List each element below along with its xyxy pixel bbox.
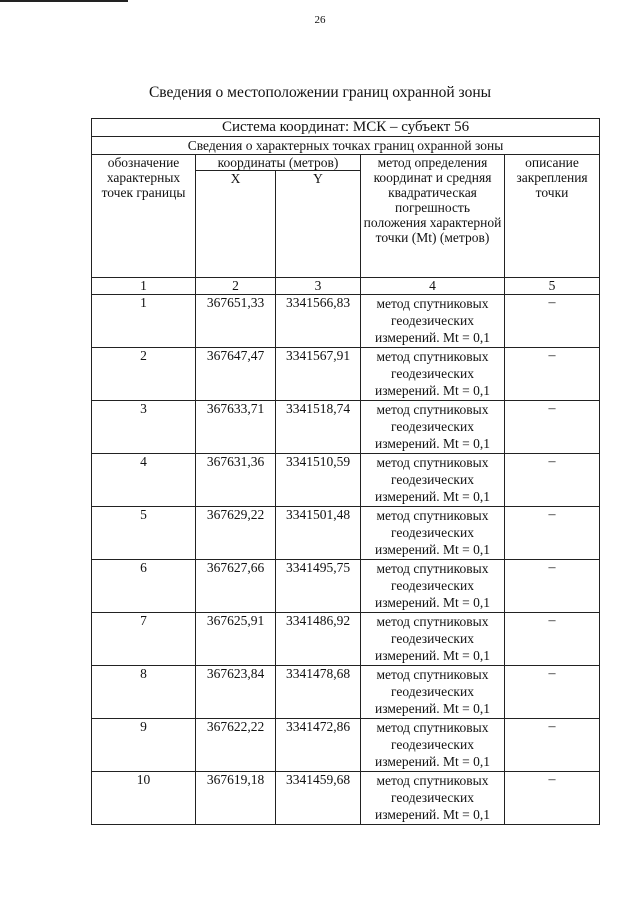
- description-cell: –: [505, 401, 600, 454]
- y-coordinate-cell: 3341501,48: [276, 507, 361, 560]
- table-row: [92, 719, 600, 772]
- description-cell: –: [505, 295, 600, 348]
- x-coordinate-cell: 367629,22: [196, 507, 276, 560]
- y-coordinate-cell: 3341567,91: [276, 348, 361, 401]
- method-cell: метод спутниковых геодезических измерений. Mt = 0,1: [361, 348, 505, 401]
- x-coordinate-cell: 367625,91: [196, 613, 276, 666]
- point-cell: 2: [92, 348, 196, 401]
- column-number: 5: [505, 278, 600, 295]
- x-coordinate-cell: 367647,47: [196, 348, 276, 401]
- point-cell: 5: [92, 507, 196, 560]
- table-row: [92, 666, 600, 719]
- column-number: 2: [196, 278, 276, 295]
- table-row: [92, 401, 600, 454]
- table-row: [92, 507, 600, 560]
- method-cell: метод спутниковых геодезических измерений. Mt = 0,1: [361, 560, 505, 613]
- col-description-header: описание закрепления точки: [505, 155, 600, 278]
- point-cell: 4: [92, 454, 196, 507]
- y-coordinate-cell: 3341518,74: [276, 401, 361, 454]
- description-cell: –: [505, 666, 600, 719]
- description-cell: –: [505, 348, 600, 401]
- column-numbers-row: [92, 278, 600, 295]
- table-row: [92, 772, 600, 825]
- table-row: [92, 560, 600, 613]
- method-cell: метод спутниковых геодезических измерений. Mt = 0,1: [361, 507, 505, 560]
- coordinate-system-header: Система координат: МСК – субъект 56: [92, 119, 600, 137]
- column-number: 1: [92, 278, 196, 295]
- y-coordinate-cell: 3341486,92: [276, 613, 361, 666]
- col-y-header: Y: [276, 171, 361, 278]
- x-coordinate-cell: 367651,33: [196, 295, 276, 348]
- table-row: [92, 454, 600, 507]
- y-coordinate-cell: 3341472,86: [276, 719, 361, 772]
- description-cell: –: [505, 613, 600, 666]
- point-cell: 8: [92, 666, 196, 719]
- points-info-header: Сведения о характерных точках границ охранной зоны: [92, 137, 600, 155]
- table-row: [92, 613, 600, 666]
- coordinates-table: [91, 118, 600, 825]
- document-title: Сведения о местоположении границ охранной зоны: [148, 84, 492, 101]
- y-coordinate-cell: 3341459,68: [276, 772, 361, 825]
- point-cell: 1: [92, 295, 196, 348]
- column-number: 3: [276, 278, 361, 295]
- point-cell: 3: [92, 401, 196, 454]
- method-cell: метод спутниковых геодезических измерений. Mt = 0,1: [361, 772, 505, 825]
- y-coordinate-cell: 3341478,68: [276, 666, 361, 719]
- description-cell: –: [505, 560, 600, 613]
- col-method-header: метод определения координат и средняя квадратическая погрешность положения характерной точки (Mt) (метров): [361, 155, 505, 278]
- method-cell: метод спутниковых геодезических измерений. Mt = 0,1: [361, 719, 505, 772]
- y-coordinate-cell: 3341566,83: [276, 295, 361, 348]
- system-header-row: [92, 119, 600, 137]
- x-coordinate-cell: 367631,36: [196, 454, 276, 507]
- method-cell: метод спутниковых геодезических измерений. Mt = 0,1: [361, 454, 505, 507]
- method-cell: метод спутниковых геодезических измерений. Mt = 0,1: [361, 401, 505, 454]
- method-cell: метод спутниковых геодезических измерений. Mt = 0,1: [361, 295, 505, 348]
- x-coordinate-cell: 367633,71: [196, 401, 276, 454]
- description-cell: –: [505, 454, 600, 507]
- method-cell: метод спутниковых геодезических измерений. Mt = 0,1: [361, 666, 505, 719]
- col-coordinates-header: координаты (метров): [196, 155, 361, 171]
- description-cell: –: [505, 772, 600, 825]
- column-header-row: [92, 155, 600, 171]
- method-cell: метод спутниковых геодезических измерений. Mt = 0,1: [361, 613, 505, 666]
- x-coordinate-cell: 367622,22: [196, 719, 276, 772]
- description-cell: –: [505, 507, 600, 560]
- table-row: [92, 348, 600, 401]
- scan-edge-line: [0, 0, 128, 2]
- col-x-header: X: [196, 171, 276, 278]
- points-header-row: [92, 137, 600, 155]
- point-cell: 10: [92, 772, 196, 825]
- x-coordinate-cell: 367623,84: [196, 666, 276, 719]
- point-cell: 9: [92, 719, 196, 772]
- table-row: [92, 295, 600, 348]
- description-cell: –: [505, 719, 600, 772]
- y-coordinate-cell: 3341510,59: [276, 454, 361, 507]
- point-cell: 6: [92, 560, 196, 613]
- column-number: 4: [361, 278, 505, 295]
- point-cell: 7: [92, 613, 196, 666]
- col-designation-header: обозначение характерных точек границы: [92, 155, 196, 278]
- x-coordinate-cell: 367619,18: [196, 772, 276, 825]
- page-number: 26: [314, 14, 326, 26]
- x-coordinate-cell: 367627,66: [196, 560, 276, 613]
- y-coordinate-cell: 3341495,75: [276, 560, 361, 613]
